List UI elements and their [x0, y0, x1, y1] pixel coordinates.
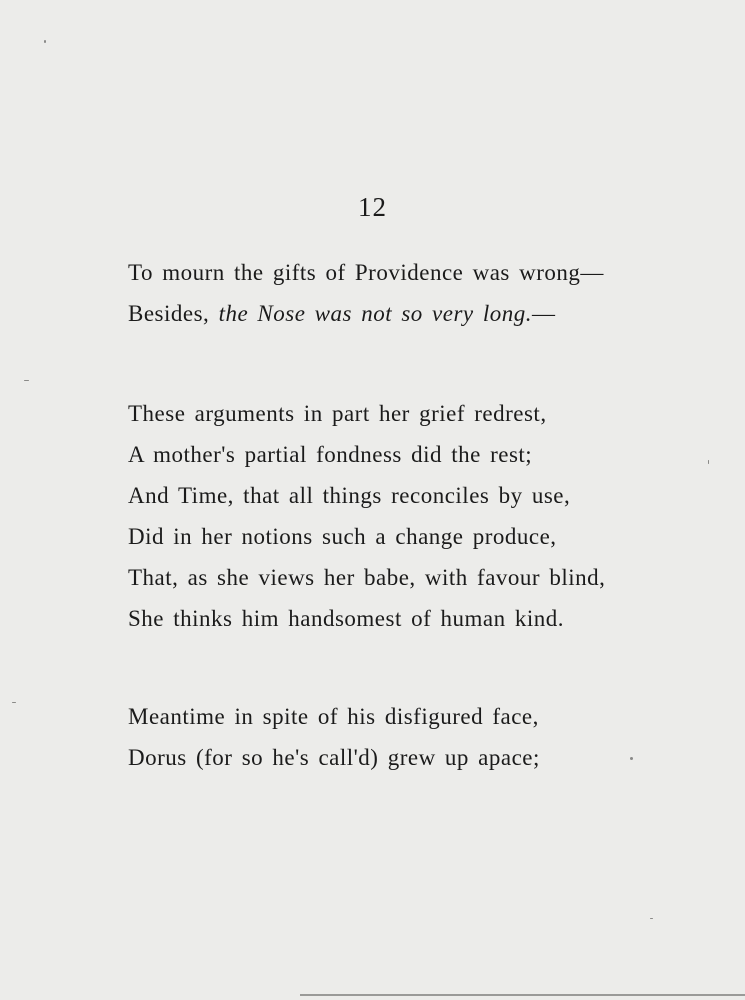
stanza-2 — [128, 393, 688, 639]
paper-speck — [630, 757, 633, 760]
verse-line: Meantime in spite of his disfigured face, — [128, 704, 539, 729]
verse-line: A mother's partial fondness did the rest; — [128, 442, 533, 467]
paper-speck — [24, 380, 29, 381]
verse-line: That, as she views her babe, with favour blind, — [128, 565, 606, 590]
verse-line: She thinks him handsomest of human kind. — [128, 606, 565, 631]
verse-line-italic: the Nose was not so very long. — [218, 301, 533, 326]
verse-line: Did in her notions such a change produce, — [128, 524, 557, 549]
paper-speck — [650, 918, 653, 919]
page-bottom-edge — [300, 994, 745, 996]
verse-line: And Time, that all things reconciles by use, — [128, 483, 571, 508]
verse-line: These arguments in part her grief redrest, — [128, 401, 547, 426]
verse-line — [128, 293, 688, 334]
stanza-3 — [128, 696, 688, 778]
verse-line: Dorus (for so he's call'd) grew up apace; — [128, 745, 540, 770]
paper-speck — [708, 460, 709, 464]
paper-speck — [44, 40, 46, 43]
page-number: 12 — [358, 192, 387, 222]
stanza-1 — [128, 252, 688, 334]
verse-line: To mourn the gifts of Providence was wrong— — [128, 260, 604, 285]
verse-line-suffix: — — [532, 301, 556, 326]
verse-line-prefix: Besides, — [128, 301, 219, 326]
paper-speck — [12, 702, 16, 703]
